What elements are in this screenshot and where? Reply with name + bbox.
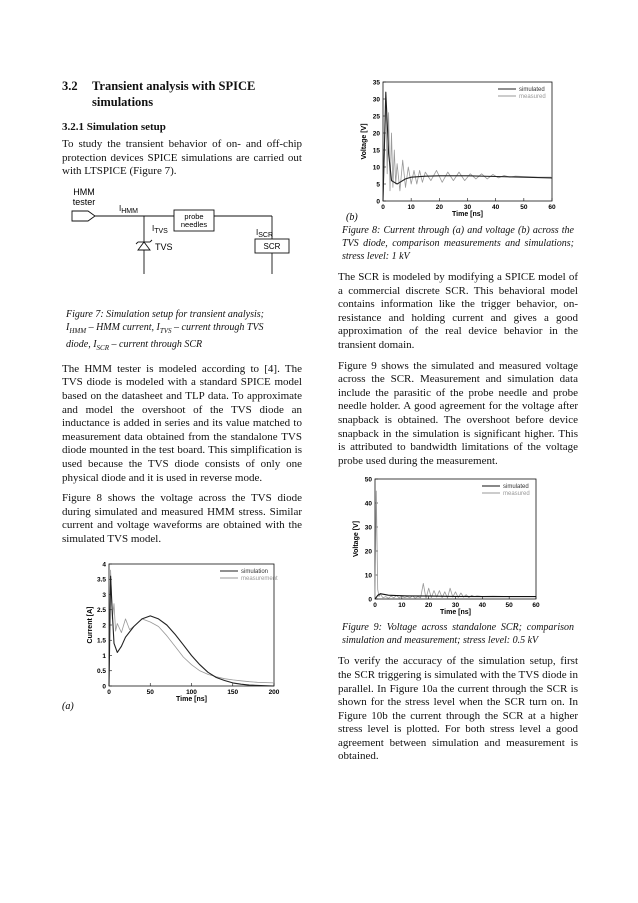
y-tick-label: 0 <box>368 596 372 604</box>
x-tick-label: 40 <box>492 204 500 211</box>
hmm-tester-label-2: tester <box>72 196 96 207</box>
right-paragraph-3: To verify the accuracy of the simulation setup, first the SCR triggering is simulated with the TVS diode in parallel. In Figure 10a the current through the SCR is shown for the stress level when the SCR turn on. In Figure 10b the current through the SCR at a higher stress level is plotted. For both stress level a good agreement between simulation and measurement is obtained. <box>338 655 578 763</box>
subsection-heading <box>62 120 302 134</box>
section-number: 3.2 <box>62 79 78 93</box>
x-tick-label: 20 <box>435 204 443 211</box>
i-scr-label: ISCR <box>256 227 274 239</box>
x-tick-label: 100 <box>186 688 197 696</box>
y-tick-label: 2 <box>102 621 106 629</box>
y-tick-label: 15 <box>372 147 380 155</box>
left-paragraph-3: Figure 8 shows the voltage across the TVS diode during simulated and measured HMM stress. Similar current and voltage waveforms are obtained with the simulated TVS model. <box>62 492 302 545</box>
tvs-diode-symbol <box>136 240 152 250</box>
figure-7-caption: Figure 7: Simulation setup for transient analysis; $I_{HMM}$ – HMM current, $I_{TVS}$ – current through TVS diode, $I_{SCR}$ – current through SCR <box>66 308 264 352</box>
plot-frame <box>375 479 536 599</box>
x-tick-label: 0 <box>373 602 377 610</box>
needles-label: needles <box>180 219 208 229</box>
y-tick-label: 30 <box>364 524 372 532</box>
y-tick-label: 50 <box>364 476 372 484</box>
x-tick-label: 20 <box>425 602 433 610</box>
left-paragraph-2: The HMM tester is modeled according to [4]. The TVS diode is modeled with a standard SPICE model based on the datasheet and TLP data. To approximate and model the overshoot of the TVS diode an inductance is added in series and its value matched to measurement data obtained from the standalone TVS diode mounted in the test board. This simplification is used because the TVS diode consists of only one physical diode and it is used in reverse mode. <box>62 362 302 484</box>
y-tick-label: 30 <box>372 96 380 104</box>
tvs-label: TVS <box>155 241 173 252</box>
y-tick-label: 0.5 <box>96 667 106 675</box>
x-tick-label: 0 <box>381 204 385 211</box>
figure-8-caption: Figure 8: Current through (a) and voltage (b) across the TVS diode, comparison measurements and simulations; stress level: 1 kV <box>342 225 574 262</box>
x-axis-label: Time [ns] <box>452 211 483 218</box>
y-tick-label: 35 <box>372 79 380 87</box>
right-paragraph-2: Figure 9 shows the simulated and measured voltage across the SCR. Measurement and simulation data include the parasitic of the probe needle and probe needle holder. A good agreement for the voltage after snapback is obtained. The overshoot before device snapback in the simulation is significant higher. This is attributed to bandwidth limitations of the voltage probe used during the measurement. <box>338 359 578 467</box>
x-tick-label: 50 <box>505 602 513 610</box>
i-tvs-label: ITVS <box>152 223 168 235</box>
section-heading <box>62 78 302 110</box>
y-tick-label: 20 <box>364 548 372 556</box>
figure-9-chart <box>338 475 578 621</box>
hmm-tester-label: HMM <box>73 186 95 197</box>
legend-label-simulated: simulated <box>503 484 529 491</box>
panel-label: (a) <box>62 700 74 712</box>
x-tick-label: 10 <box>398 602 406 610</box>
legend-label-simulated: simulated <box>519 87 545 93</box>
scr-label: SCR <box>263 241 281 251</box>
y-tick-label: 1.5 <box>96 637 106 645</box>
tester-port-symbol <box>72 211 95 221</box>
y-tick-label: 25 <box>372 113 380 121</box>
y-tick-label: 0 <box>102 682 106 690</box>
legend-label-measurement: measurement <box>241 575 278 582</box>
x-axis-label: Time [ns] <box>440 609 471 617</box>
plot-frame <box>109 564 274 686</box>
x-tick-label: 30 <box>463 204 472 211</box>
legend-label-measured: measured <box>503 491 530 498</box>
right-paragraph-1: The SCR is modeled by modifying a SPICE model of a commercial discrete SCR. This behavioral model contains information like the trigger behavior, on-resistance and holding current and gives a good approximation of the real device behavior in the transient domain. <box>338 271 578 351</box>
y-tick-label: 40 <box>364 500 372 508</box>
y-tick-label: 20 <box>372 130 380 138</box>
x-tick-label: 60 <box>532 602 540 610</box>
figure-7-circuit <box>62 186 302 304</box>
panel-label: (b) <box>346 212 358 223</box>
left-paragraph-1: To study the transient behavior of on- and off-chip protection devices SPICE simulations are carried out with LTSPICE (Figure 7). <box>62 138 302 178</box>
x-tick-label: 50 <box>520 204 528 211</box>
y-tick-label: 0 <box>376 198 380 206</box>
right-column <box>338 74 578 771</box>
x-tick-label: 60 <box>548 204 556 211</box>
y-tick-label: 4 <box>102 560 106 568</box>
y-tick-label: 10 <box>364 572 372 580</box>
x-tick-label: 40 <box>478 602 486 610</box>
y-tick-label: 3 <box>102 591 106 599</box>
i-hmm-label: IHMM <box>119 203 138 215</box>
y-tick-label: 1 <box>102 652 106 660</box>
x-axis-label: Time [ns] <box>176 695 207 703</box>
x-tick-label: 10 <box>407 204 415 211</box>
x-tick-label: 30 <box>451 602 460 610</box>
y-axis-label: Voltage [V] <box>353 521 360 558</box>
x-tick-label: 200 <box>268 688 280 696</box>
legend-label-measured: measured <box>519 94 546 100</box>
x-tick-label: 50 <box>146 688 154 696</box>
y-axis-label: Voltage [V] <box>361 123 368 160</box>
legend-label-simulation: simulation <box>241 568 269 575</box>
y-tick-label: 5 <box>376 181 380 189</box>
x-tick-label: 0 <box>107 688 111 696</box>
left-column <box>62 78 302 714</box>
y-tick-label: 10 <box>372 164 380 172</box>
y-axis-label: Current [A] <box>87 606 94 643</box>
y-tick-label: 2.5 <box>96 606 106 614</box>
figure-8b-chart <box>338 74 578 224</box>
subsection-number: 3.2.1 <box>62 121 84 133</box>
subsection-title: Simulation setup <box>86 121 166 133</box>
section-title: Transient analysis with SPICE simulations <box>92 79 256 109</box>
probe-label: probe <box>184 211 204 221</box>
figure-9-caption: Figure 9: Voltage across standalone SCR; comparison simulation and measurement; stress level: 0.5 kV <box>342 622 574 647</box>
y-tick-label: 3.5 <box>96 576 106 584</box>
figure-8a-chart <box>62 554 302 714</box>
x-tick-label: 150 <box>227 688 239 696</box>
